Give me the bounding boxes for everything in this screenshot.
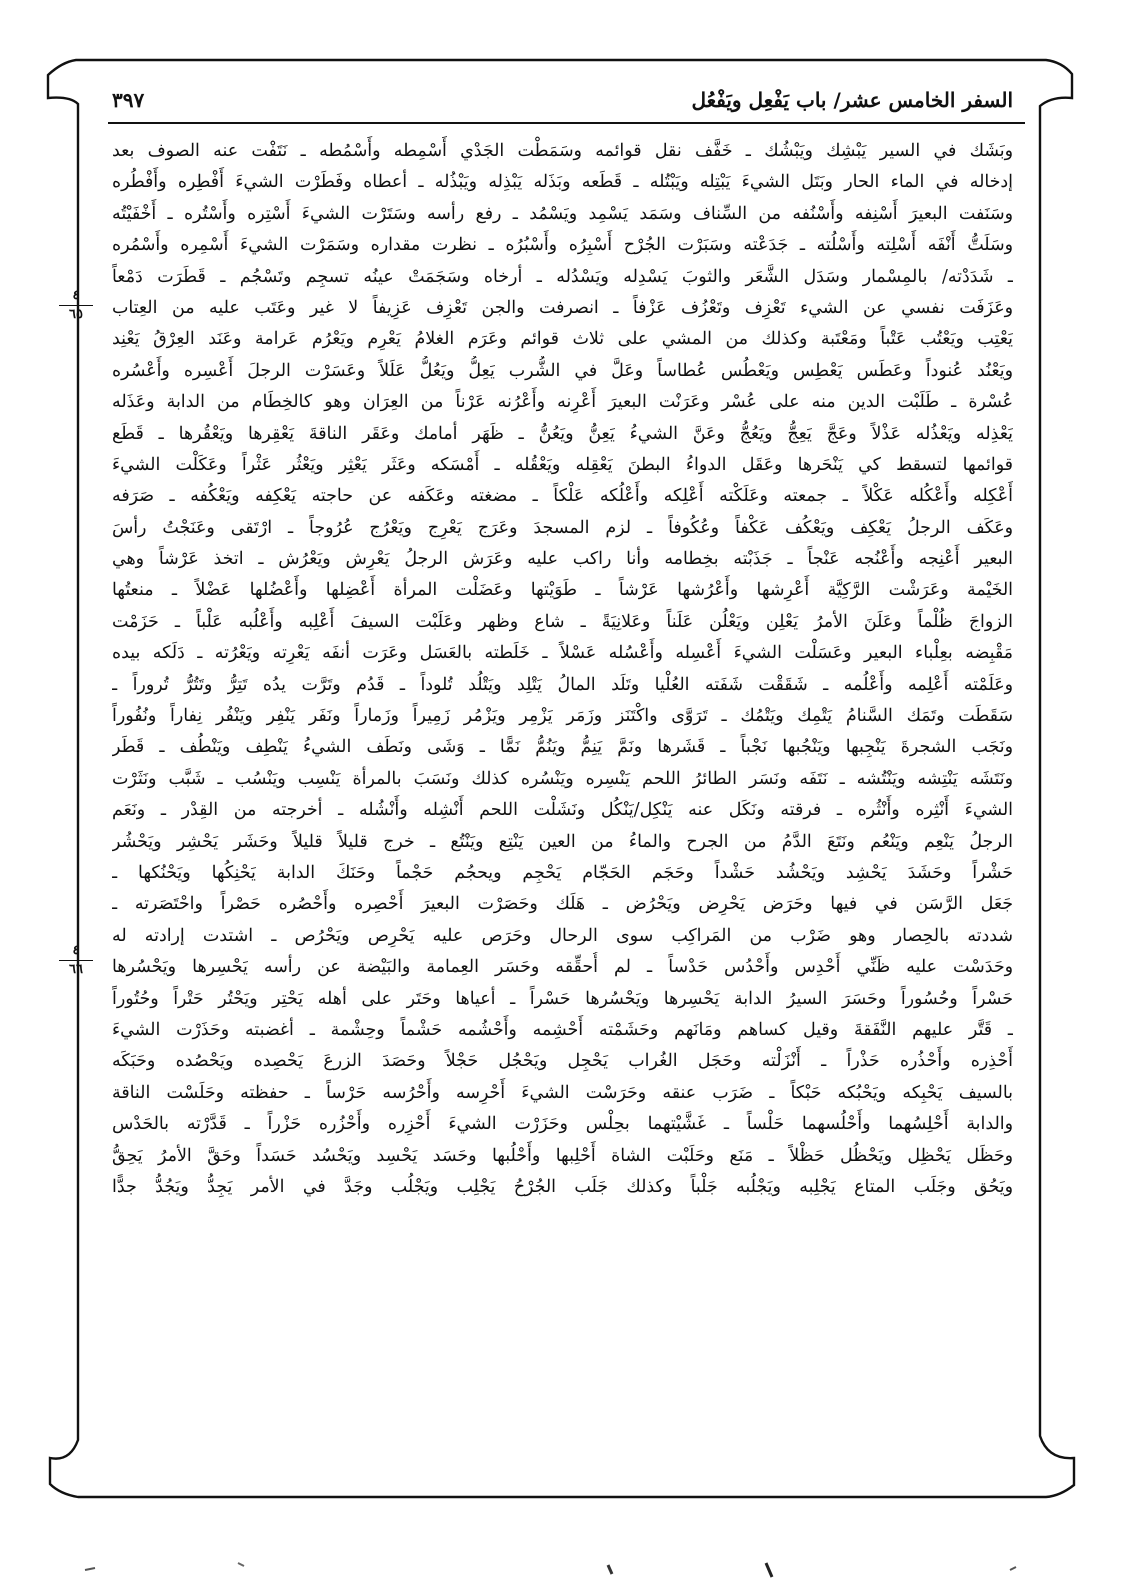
margin-folio-bottom: ٦٦ [69, 962, 83, 977]
text-line: ـ شَدَدْته/ بالمِسْمار وسَدَل الشَّعَر والثوبَ يَسْدِله ويَسْدُله ـ أرخاه وسَجَمَتْ عينُه تسجِم وتَسْجُم ـ قَطَرَت دَمْعاً [112, 266, 1013, 287]
text-line: الشيءَ أَنْثِره وأَنْثُره ـ فرقته ونَكَل عنه يَنْكِل/يَنْكُل ونَشَلْت اللحم أَنْشِله وأَنْشُله ـ أخرجته من القِدْر ـ ونَعَم [112, 800, 1013, 821]
text-line: وحَدَسْت عليه ظَنِّي أَحْدِس وأَحْدُس حَدْساً ـ لم أُحقِّقه وحَسَر العِمامة والبَيْضة عن رأسه يَحْسِرها ويَحْسُرها [112, 957, 1013, 978]
text-line: وعَكَف الرجلُ يَعْكِف ويَعْكُف عَكْفاً وعُكُوفاً ـ لزم المسجدَ وعَرَج يَعْرِج ويَعْرُج عُرُوجاً ـ ارْتَقى وعَنَجْتُ رأسَ [112, 517, 1013, 538]
text-line: حَسْراً وحُسُوراً وحَسَرَ السيرُ الدابة يَحْسِرها ويَحْسُرها حَسْراً ـ أعياها وحَتَر على أهله يَحْتِر ويَحْتُر حَتْراً وحُتُوراً [112, 988, 1013, 1009]
text-line: جَعَل الرَّسَن في فيها وحَرَض يَحْرِض ويَحْرُض ـ هَلَك وحَصَرْت البعيرَ أَحْصِره وأَحْصُره حَصْراً واحْتَصَرته ـ [112, 894, 1013, 915]
text-line: الزواجَ ظُلْماً وعَلَنَ الأمرُ يَعْلِن ويَعْلُن عَلَناً وعَلانِيَةً ـ شاع وظهر وعَلَبْت السيفَ أَعْلِبه وأَعْلُبه عَلْباً ـ حَزَمْت [112, 611, 1013, 632]
text-line: وعَلَمْته أَعْلِمه وأَعْلُمه ـ شَقَقْت شَفَته العُلْيا وتَلَد المالُ يَتْلِد ويَتْلُد تُلوداً ـ قَدُم وتَرَّت يدُه تَتِرُّ وتَتُرُّ تُروراً ـ [112, 674, 1013, 695]
text-line: بالسيف يَحْبِكه ويَحْبُكه حَبْكاً ـ ضَرَب عنقه وحَرَسْت الشيءَ أَحْرِسه وأَحْرُسه حَرْساً ـ حفظته وحَلَسْت الناقة [112, 1082, 1013, 1103]
text-line: يَعْتِب ويَعْتُب عَتْباً ومَعْتَبة وكذلك من المشي على ثلاث قوائم وعَرَم الغلامُ يَعْرِم ويَعْرُم عَرامة وعَنَد العِرْقُ يَعْنِد [112, 329, 1013, 350]
text-line: يَعْذِله ويَعْذُله عَذْلاً وعَجَّ يَعِجُّ ويَعُجُّ وعَنَّ الشيءُ يَعِنُّ ويَعُنُّ ـ ظَهَر أمامك وعَقَر الناقةَ يَعْقِرها ويَعْقُرها ـ قَطَع [112, 423, 1013, 444]
text-line: مَقْبِضه بعِلْباء البعير وعَسَلْت الشيءَ أَعْسِله وأَعْسُله عَسْلاً ـ خَلَطته بالعَسَل وعَرَت أنفَه يَعْرِته ويَعْرُته ـ دَلَكه بيده [112, 643, 1013, 664]
text-line: ونَجَب الشجرةَ يَنْجِبها ويَنْجُبها نَجْباً ـ قَشَرها ونَمَّ يَنِمُّ ويَنُمُّ نَمًّا ـ وَشَى ونَطَف الشيءُ يَنْطِف ويَنْطُف ـ قَطَر [112, 737, 1013, 758]
text-line: الخَيْمة وعَرَشْت الرَّكِيَّة أَعْرِشها وأَعْرُشها عَرْشاً ـ طَوَيْتها وعَضَلْت المرأة أَعْضِلها وأَعْضُلها عَضْلاً ـ منعتُها [112, 580, 1013, 601]
text-line: شددته بالحِصار وهو ضَرْب من المَراكِب سوى الرحال وحَرَص عليه يَحْرِص ويَحْرُص ـ اشتدت إرادته له [112, 925, 1013, 946]
margin-folio-note [56, 943, 96, 978]
margin-folio-bar [59, 960, 93, 961]
text-line: وبَشَك في السير يَبْشِك ويَبْشُك ـ خَفَّف نقل قوائمه وسَمَطْت الجَدْي أَسْمِطه وأَسْمُطه ـ نَتَفْت عنه الصوف بعد [112, 141, 1013, 161]
margin-folio-bottom: ٦٥ [69, 307, 83, 322]
body-text [112, 136, 1013, 1203]
text-line: وحَظَل يَحْظِل ويَحْظُل حَظْلاً ـ مَنَع وحَلَبْت الشاة أَحْلِبها وأَحْلُبها وحَسَد يَحْسِد ويَحْسُد حَسَداً وحَقَّ الأمرُ يَحِقُّ [112, 1145, 1013, 1166]
text-line: أَحْذِره وأَحْذُره حَذْراً ـ أَنْزَلْته وحَجَل الغُراب يَحْجِل ويَحْجُل حَجْلاً وحَصَدَ الزرعَ يَحْصِده ويَحْصُده وحَبَكَه [112, 1051, 1013, 1072]
text-line: سَقَطَت وتَمَك السَّنامُ يَتْمِك ويَتْمُك ـ تَرَوَّى واكْتَنَز وزَمَر يَزْمِر ويَزْمُر زَمِيراً وزَماراً ونَفَر يَنْفِر ويَنْفُر نِفاراً ونُفُوراً [112, 706, 1013, 727]
text-line: وسَنَفت البعيرَ أَسْنِفه وأَسْنُفه من السِّناف وسَمَد يَسْمِد ويَسْمُد ـ رفع رأسه وسَتَرْت الشيءَ أَسْتِره وأَسْتُره ـ أَخْفَيْتُه [112, 203, 1013, 224]
text-line: حَشْراً وحَشَدَ يَحْشِد ويَحْشُد حَشْداً وحَجَم الحَجّام يَحْجِم ويحجُم حَجْماً وحَنَكَ الدابة يَحْنِكُها ويَحْنُكها ـ [112, 862, 1013, 883]
text-line: إدخاله في الماء الحار وبَتَل الشيءَ يَبْتِله ويَبْتُله ـ قَطَعه وبَذَله يَبْذِله ويَبْذُله ـ أعطاه وفَطَرْت الشيءَ أَفْطِره وأَفْطُره [112, 172, 1013, 193]
text-line: ويَعْنُد عُنوداً وعَطَس يَعْطِس ويَعْطُس عُطاساً وعَلَّ في الشُّرب يَعِلُّ ويَعُلُّ عَلَلاً وعَسَرْت الرجلَ أَعْسِره وأَعْسُره [112, 360, 1013, 381]
margin-folio-note [56, 288, 96, 323]
text-line: والدابة أَحْلِسُهما وأَحْلُسهما حَلْساً ـ غَشَّيْتهما بحِلْس وحَزَرْت الشيءَ أَحْزِره وأَحْزُره حَزْراً ـ قَدَّرْته بالحَدْس [112, 1114, 1013, 1135]
text-line: الرجلُ يَنْعِم ويَنْعُم ونَتَعَ الدَّمُ من الجرح والماءُ من العين يَنْتِع ويَنْتُع ـ خرج قليلاً قليلاً وحَشَر يَحْشِر ويَحْشُر [112, 831, 1013, 852]
text-line: ـ قَتَّر عليهم النَّفَقةَ وقيل كساهم ومَانَهم وحَشَمْته أَحْشِمه وأَحْشُمه حَشْماً وحِشْمة ـ أغضبته وحَذَرْت الشيءَ [112, 1019, 1013, 1040]
text-line: عُسْرة ـ طَلَبْت الدين منه على عُسْر وعَرَنْت البعيرَ أَعْرِنه وأَعْرُنه عَرْناً من العِرَان وهو كالخِطَام من الدابة وعَذَله [112, 392, 1013, 413]
text-line: أَعْكِله وأَعْكُله عَكْلاً ـ جمعته وعَلَكْته أَعْلِكه وأَعْلُكه عَلْكاً ـ مضغته وعَكَفه عن حاجته يَعْكِفه ويَعْكُفه ـ صَرَفه [112, 486, 1013, 507]
text-line: ويَحُق وجَلَب المتاع يَجْلِبه ويَجْلُبه جَلْباً وكذلك جَلَب الجُرْحُ يَجْلِب ويَجْلُب وجَدَّ في الأمر يَجِدُّ ويَجُدُّ جدًّا [112, 1176, 1013, 1197]
text-line: البعير أَعْنِجه وأَعْنُجه عَنْجاً ـ جَذَبْته بخِطامه وأنا راكب عليه وعَرَش الرجلُ يَعْرِش ويَعْرُش ـ اتخذ عَرْشاً وهي [112, 549, 1013, 570]
margin-folio-bar [59, 305, 93, 306]
margin-folio-top: ٤ [72, 288, 80, 303]
page-number: ٣٩٧ [112, 88, 145, 112]
margin-folio-top: ٤ [72, 943, 80, 958]
text-line: قوائمها لتسقط كي يَنْحَرها وعَقَل الدواءُ البطنَ يَعْقِله ويَعْقُله ـ أَمْسَكه وعَثَر يَعْثِر ويَعْثُر عَثْراً وعَكَلْت الشيءَ [112, 454, 1013, 475]
header-rule [108, 122, 1025, 124]
text-line: وعَزَفَت نفسي عن الشيء تَعْزِف وتَعْزُف عَزْفاً ـ انصرفت والجن تَعْزِف عَزِيفاً لا غير وعَتَب عليه من العِتاب [112, 297, 1013, 318]
text-line: ونَتَشَه يَنْتِشه ويَنْتُشه ـ نَتَفَه ونَسَر الطائرُ اللحم يَنْسِره ويَنْسُره كذلك ونَسَبَ بالمرأة يَنْسِب ويَنْسُب ـ شَبَّب ونَثَرْت [112, 768, 1013, 789]
running-header-title: السفر الخامس عشر/ باب يَفْعِل ويَفْعُل [691, 88, 1013, 112]
text-line: وسَلَتُّ أَنْفَه أَسْلِته وأَسْلُته ـ جَدَعْته وسَبَرْت الجُرْح أَسْبِرُه وأَسْبُرُه ـ نظرت مقداره وسَمَرْت الشيءَ أَسْمِره وأَسْمُره [112, 235, 1013, 256]
